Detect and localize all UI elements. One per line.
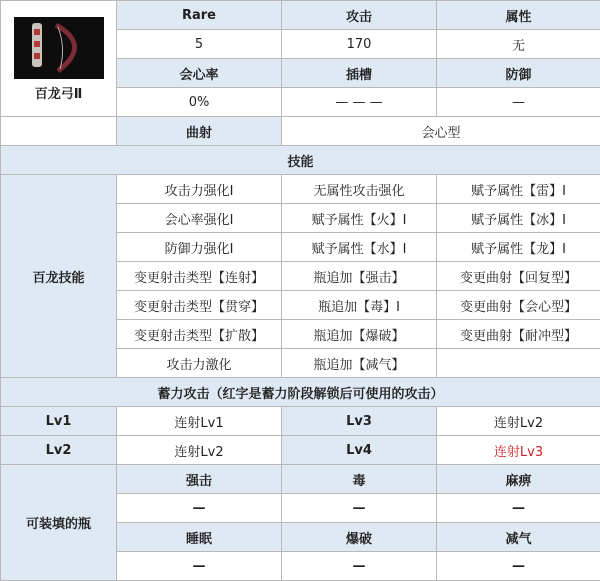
slots-header: 插槽 (282, 59, 437, 88)
charge-level-value: 连射Lv2 (117, 436, 282, 465)
coating-header: 减气 (437, 523, 600, 552)
coating-header: 强击 (117, 465, 282, 494)
charge-level-value: 连射Lv2 (437, 407, 600, 436)
skills-section-title: 技能 (1, 146, 600, 175)
skill-cell: 赋予属性【龙】Ⅰ (437, 233, 600, 262)
skill-cell: 赋予属性【冰】Ⅰ (437, 204, 600, 233)
skill-cell: 变更射击类型【贯穿】 (117, 291, 282, 320)
skill-cell: 赋予属性【雷】Ⅰ (437, 175, 600, 204)
coating-header: 爆破 (282, 523, 437, 552)
charge-row (1, 436, 600, 465)
attack-header: 攻击 (282, 1, 437, 30)
weapon-image-cell (1, 1, 117, 117)
skill-cell: 变更曲射【会心型】 (437, 291, 600, 320)
affinity-value: 0% (117, 88, 282, 117)
charge-level-label: Lv3 (282, 407, 437, 436)
skill-cell: 攻击力激化 (117, 349, 282, 378)
dragon-bow-icon (14, 17, 104, 79)
skill-cell: 赋予属性【火】Ⅰ (282, 204, 437, 233)
coating-value: — (117, 552, 282, 581)
skill-cell: 瓶追加【毒】Ⅰ (282, 291, 437, 320)
affinity-header: 会心率 (117, 59, 282, 88)
charge-level-label: Lv4 (282, 436, 437, 465)
skill-cell (437, 349, 600, 378)
coating-value: — (117, 494, 282, 523)
coating-value: — (282, 494, 437, 523)
charge-row (1, 407, 600, 436)
charge-title-row (1, 378, 600, 407)
charge-level-label: Lv1 (1, 407, 117, 436)
slots-value: — — — (282, 88, 437, 117)
weapon-name: 百龙弓Ⅱ (34, 87, 83, 102)
coatings-label: 可装填的瓶 (1, 465, 117, 581)
element-value: 无 (437, 30, 600, 59)
skill-cell: 变更曲射【回复型】 (437, 262, 600, 291)
defense-header: 防御 (437, 59, 600, 88)
curved-shot-label: 曲射 (117, 117, 282, 146)
skill-cell: 瓶追加【减气】 (282, 349, 437, 378)
charge-level-value-unlocked: 连射Lv3 (437, 436, 600, 465)
element-header: 属性 (437, 1, 600, 30)
coating-value: — (282, 552, 437, 581)
coating-header: 麻痹 (437, 465, 600, 494)
skill-cell: 攻击力强化Ⅰ (117, 175, 282, 204)
coating-header-row (1, 465, 600, 494)
charge-level-value: 连射Lv1 (117, 407, 282, 436)
defense-value: — (437, 88, 600, 117)
charge-section-title: 蓄力攻击（红字是蓄力阶段解锁后可使用的攻击） (1, 378, 600, 407)
curved-shot-row (1, 117, 600, 146)
attack-value: 170 (282, 30, 437, 59)
rare-header: Rare (117, 1, 282, 30)
skill-cell: 无属性攻击强化 (282, 175, 437, 204)
empty-cell (1, 117, 117, 146)
skill-cell: 会心率强化Ⅰ (117, 204, 282, 233)
skill-cell: 变更曲射【耐冲型】 (437, 320, 600, 349)
skill-cell: 变更射击类型【连射】 (117, 262, 282, 291)
curved-shot-value: 会心型 (282, 117, 600, 146)
skills-group-label: 百龙技能 (1, 175, 117, 378)
coating-header: 睡眠 (117, 523, 282, 552)
skill-cell: 瓶追加【强击】 (282, 262, 437, 291)
coating-value: — (437, 494, 600, 523)
skill-cell: 赋予属性【水】Ⅰ (282, 233, 437, 262)
skill-cell: 变更射击类型【扩散】 (117, 320, 282, 349)
coating-header: 毒 (282, 465, 437, 494)
coating-value: — (437, 552, 600, 581)
skill-cell: 防御力强化Ⅰ (117, 233, 282, 262)
charge-level-label: Lv2 (1, 436, 117, 465)
skill-cell: 瓶追加【爆破】 (282, 320, 437, 349)
skill-row (1, 175, 600, 204)
rare-value: 5 (117, 30, 282, 59)
skills-title-row (1, 146, 600, 175)
stats-header-row-1 (1, 1, 600, 30)
